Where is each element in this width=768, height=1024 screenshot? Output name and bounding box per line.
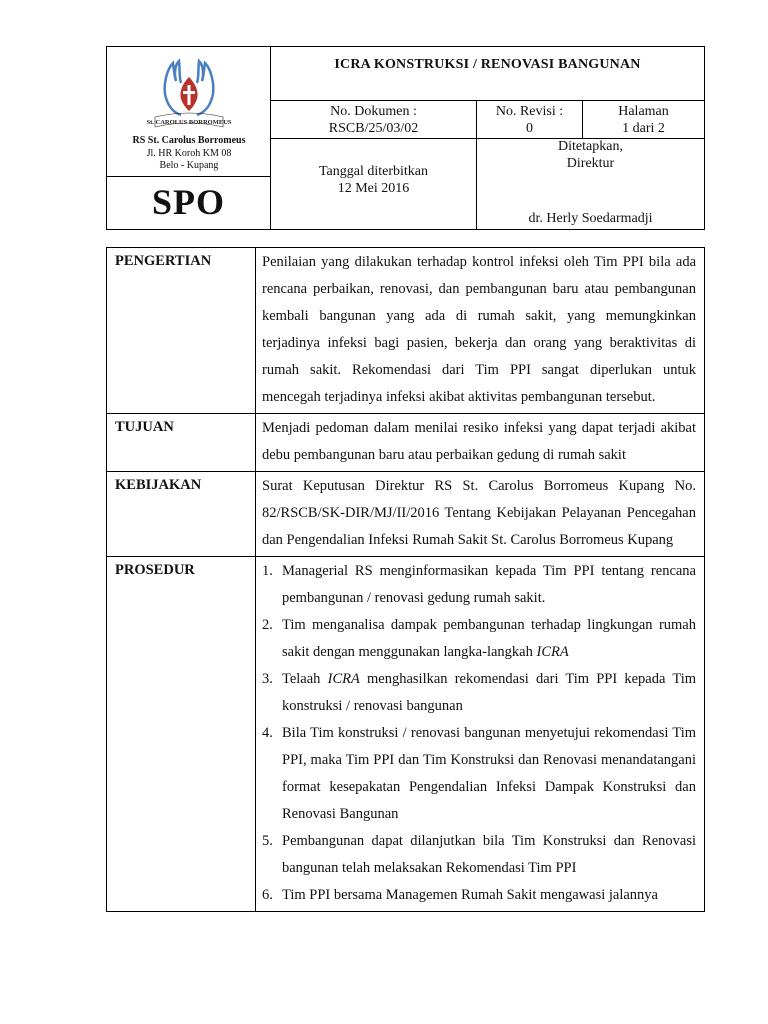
- step-number: 5.: [262, 833, 273, 849]
- section-content-pengertian: [256, 248, 704, 413]
- page-value: 1 dari 2: [622, 121, 665, 136]
- doc-type-label: SPO: [151, 182, 225, 222]
- approved-name: dr. Herly Soedarmadji: [528, 211, 653, 226]
- procedure-step: [262, 828, 696, 882]
- step-text: Telaah: [282, 671, 328, 687]
- document-header-table: [106, 46, 705, 230]
- section-label-prosedur: PROSEDUR: [107, 557, 256, 911]
- approved-label: Ditetapkan,: [558, 139, 623, 154]
- tujuan-text: Menjadi pedoman dalam menilai resiko infeksi yang dapat terjadi akibat debu pembangunan baru atau perbaikan gedung di rumah sakit: [262, 420, 696, 463]
- section-content-kebijakan: [256, 472, 704, 556]
- hospital-logo-icon: [141, 53, 237, 133]
- step-number: 1.: [262, 563, 273, 579]
- step-number: 3.: [262, 671, 273, 687]
- procedure-step: [262, 612, 696, 666]
- section-label-tujuan: TUJUAN: [107, 414, 256, 471]
- address-line-2: Belo - Kupang: [159, 160, 219, 171]
- step-text-continued: menghasilkan rekomendasi dari Tim PPI kepada Tim konstruksi / renovasi bangunan: [282, 671, 696, 714]
- doc-number-cell: [271, 101, 477, 139]
- hospital-name: RS St. Carolus Borromeus: [132, 135, 246, 146]
- step-text: Tim menganalisa dampak pembangunan terhadap lingkungan rumah sakit dengan menggunakan langka-langkah: [282, 617, 696, 660]
- revision-label: No. Revisi :: [495, 104, 564, 119]
- row-pengertian: [107, 248, 704, 414]
- revision-cell: [477, 101, 583, 139]
- step-emphasis: ICRA: [536, 644, 569, 660]
- section-label-pengertian: PENGERTIAN: [107, 248, 256, 413]
- procedure-steps-list: [262, 558, 696, 909]
- step-text: Tim PPI bersama Managemen Rumah Sakit mengawasi jalannya: [282, 887, 658, 903]
- page-label: Halaman: [618, 104, 669, 119]
- doc-number-label: No. Dokumen :: [330, 104, 417, 119]
- issued-label: Tanggal diterbitkan: [318, 164, 429, 179]
- procedure-step: [262, 882, 696, 909]
- procedure-step: [262, 666, 696, 720]
- section-label-kebijakan: KEBIJAKAN: [107, 472, 256, 556]
- step-number: 6.: [262, 887, 273, 903]
- procedure-table: [106, 247, 705, 912]
- approved-role: Direktur: [566, 156, 615, 171]
- section-content-tujuan: [256, 414, 704, 471]
- procedure-step: [262, 720, 696, 828]
- hospital-address: [107, 148, 271, 172]
- document-title-cell: [271, 47, 704, 101]
- document-title: ICRA KONSTRUKSI / RENOVASI BANGUNAN: [334, 57, 641, 72]
- section-content-prosedur: [256, 557, 704, 911]
- step-text: Pembangunan dapat dilanjutkan bila Tim Konstruksi dan Renovasi bangunan telah melaksakan Rekomendasi Tim PPI: [282, 833, 696, 876]
- approval-cell: [477, 139, 704, 229]
- pengertian-text: Penilaian yang dilakukan terhadap kontrol infeksi oleh Tim PPI bila ada rencana perbaikan, renovasi, dan pembangunan baru atau pembangunan kembali bangunan yang ada di rumah sakit, yang memungkinkan terjadinya infeksi bagi pasien, bekerja dan orang yang beraktivitas di rumah sakit. Rekomendasi dari Tim PPI sangat diperlukan untuk mencegah terjadinya infeksi akibat aktivitas pembangunan tersebut.: [262, 254, 696, 405]
- row-prosedur: [107, 557, 704, 911]
- page-number-cell: [583, 101, 704, 139]
- kebijakan-text: Surat Keputusan Direktur RS St. Carolus Borromeus Kupang No. 82/RSCB/SK-DIR/MJ/II/2016 Tentang Kebijakan Pelayanan Pencegahan dan Pengendalian Infeksi Rumah Sakit St. Carolus Borromeus Kupang: [262, 478, 696, 548]
- step-text: Bila Tim konstruksi / renovasi bangunan menyetujui rekomendasi Tim PPI, maka Tim PPI dan Tim Konstruksi dan Renovasi menandatangani format kesepakatan Pengendalian Infeksi Dampak Konstruksi dan Renovasi Bangunan: [282, 725, 696, 822]
- step-emphasis: ICRA: [327, 671, 360, 687]
- row-tujuan: [107, 414, 704, 472]
- address-line-1: Jl. HR Koroh KM 08: [146, 148, 232, 159]
- doc-type-cell: [107, 177, 271, 229]
- step-number: 4.: [262, 725, 273, 741]
- logo-lettering: St. CAROLUS BORROMEUS: [146, 119, 232, 126]
- issued-date-cell: [271, 139, 477, 229]
- step-number: 2.: [262, 617, 273, 633]
- row-kebijakan: [107, 472, 704, 557]
- doc-number-value: RSCB/25/03/02: [328, 121, 419, 136]
- issued-date: 12 Mei 2016: [337, 181, 410, 196]
- step-text: Managerial RS menginformasikan kepada Tim PPI tentang rencana pembangunan / renovasi gedung rumah sakit.: [282, 563, 696, 606]
- revision-value: 0: [526, 121, 533, 136]
- hospital-identity-cell: [107, 47, 271, 177]
- procedure-step: [262, 558, 696, 612]
